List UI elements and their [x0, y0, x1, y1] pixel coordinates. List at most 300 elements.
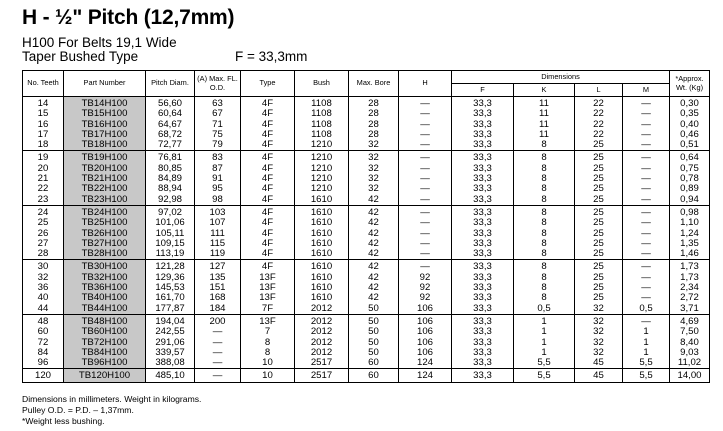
table-cell: 25 [575, 260, 623, 273]
table-cell: 8 [514, 249, 575, 260]
table-cell: 33,3 [452, 205, 514, 218]
table-cell: 42 [349, 195, 399, 206]
table-cell: 25 [575, 229, 623, 239]
table-cell: 28 [349, 109, 399, 119]
part-number-cell: TB48H100 [64, 314, 146, 327]
table-cell: 145,53 [146, 283, 195, 293]
table-cell: 2012 [295, 304, 349, 315]
table-cell: 105,11 [146, 229, 195, 239]
table-cell: 200 [195, 314, 241, 327]
table-cell: — [623, 314, 670, 327]
table-cell: 80,85 [146, 164, 195, 174]
table-cell: 23 [23, 195, 64, 206]
table-cell: — [623, 293, 670, 303]
table-body [23, 97, 710, 383]
table-cell: 33,3 [452, 97, 514, 110]
part-number-cell: TB32H100 [64, 273, 146, 283]
header-f: F [452, 84, 514, 97]
table-cell: — [623, 249, 670, 260]
table-cell: 32 [575, 314, 623, 327]
table-cell: — [399, 195, 452, 206]
table-cell: 1,46 [670, 249, 710, 260]
table-cell: 8 [241, 338, 295, 348]
table-row [23, 358, 710, 369]
table-cell: 40 [23, 293, 64, 303]
table-cell: 32 [349, 151, 399, 164]
table-cell: 92 [399, 283, 452, 293]
table-cell: 2012 [295, 314, 349, 327]
table-cell: 33,3 [452, 293, 514, 303]
header-teeth: No. Teeth [23, 71, 64, 97]
table-cell: 4F [241, 164, 295, 174]
table-cell: 42 [349, 260, 399, 273]
table-cell: 8 [514, 151, 575, 164]
table-row [23, 260, 710, 273]
table-cell: 60,64 [146, 109, 195, 119]
table-cell: 388,08 [146, 358, 195, 369]
table-cell: 33,3 [452, 358, 514, 369]
table-cell: 25 [575, 151, 623, 164]
table-cell: 1,35 [670, 239, 710, 249]
table-cell: — [195, 358, 241, 369]
table-cell: 26 [23, 229, 64, 239]
table-cell: 60 [349, 358, 399, 369]
table-cell: 8,40 [670, 338, 710, 348]
part-number-cell: TB27H100 [64, 239, 146, 249]
table-cell: 1610 [295, 260, 349, 273]
table-cell: 83 [195, 151, 241, 164]
table-cell: 33,3 [452, 260, 514, 273]
table-cell: 33,3 [452, 273, 514, 283]
table-cell: 33,3 [452, 218, 514, 228]
table-cell: 1610 [295, 273, 349, 283]
table-cell: 60 [23, 327, 64, 337]
part-number-cell: TB30H100 [64, 260, 146, 273]
table-cell: — [399, 249, 452, 260]
footnote-pulley-od: Pulley O.D. = P.D. – 1,37mm. [22, 405, 134, 415]
table-cell: — [399, 174, 452, 184]
table-cell: 44 [23, 304, 64, 315]
table-cell: — [399, 229, 452, 239]
table-cell: — [399, 97, 452, 110]
table-cell: 2517 [295, 358, 349, 369]
table-cell: 13F [241, 293, 295, 303]
part-number-cell: TB84H100 [64, 348, 146, 358]
table-cell: 1,24 [670, 229, 710, 239]
table-cell: 1210 [295, 140, 349, 151]
table-row [23, 327, 710, 337]
table-cell: 4F [241, 195, 295, 206]
table-cell: 60 [349, 369, 399, 382]
table-cell: — [195, 327, 241, 337]
table-cell: 129,36 [146, 273, 195, 283]
table-cell: 98 [195, 195, 241, 206]
header-pitch-diam: Pitch Diam. [146, 71, 195, 97]
table-cell: — [399, 109, 452, 119]
table-cell: 1108 [295, 97, 349, 110]
table-cell: 28 [349, 130, 399, 140]
table-cell: 88,94 [146, 184, 195, 194]
table-cell: 5,5 [623, 358, 670, 369]
table-cell: — [623, 229, 670, 239]
part-number-cell: TB17H100 [64, 130, 146, 140]
table-row [23, 205, 710, 218]
table-cell: 1610 [295, 218, 349, 228]
table-cell: 42 [349, 229, 399, 239]
table-cell: — [399, 218, 452, 228]
table-cell: 45 [575, 369, 623, 382]
table-cell: 8 [514, 184, 575, 194]
table-cell: 135 [195, 273, 241, 283]
part-number-cell: TB20H100 [64, 164, 146, 174]
table-cell: 1210 [295, 174, 349, 184]
table-cell: 4F [241, 218, 295, 228]
table-cell: 1210 [295, 164, 349, 174]
table-cell: 42 [349, 283, 399, 293]
table-cell: 25 [23, 218, 64, 228]
table-cell: 17 [23, 130, 64, 140]
table-cell: 50 [349, 314, 399, 327]
table-cell: 21 [23, 174, 64, 184]
table-cell: 1610 [295, 195, 349, 206]
table-cell: 10 [241, 358, 295, 369]
table-cell: 161,70 [146, 293, 195, 303]
part-number-cell: TB15H100 [64, 109, 146, 119]
table-cell: 0,35 [670, 109, 710, 119]
table-cell: 485,10 [146, 369, 195, 382]
part-number-cell: TB22H100 [64, 184, 146, 194]
table-cell: 8 [514, 229, 575, 239]
table-cell: 1108 [295, 120, 349, 130]
table-row [23, 164, 710, 174]
part-number-cell: TB36H100 [64, 283, 146, 293]
table-row [23, 130, 710, 140]
table-cell: 22 [575, 109, 623, 119]
table-cell: 120 [23, 369, 64, 382]
table-cell: 96 [23, 358, 64, 369]
table-cell: 84 [23, 348, 64, 358]
header-part-number: Part Number [64, 71, 146, 97]
table-cell: 32 [575, 327, 623, 337]
table-cell: 106 [399, 348, 452, 358]
table-cell: 18 [23, 140, 64, 151]
table-cell: 11,02 [670, 358, 710, 369]
table-cell: 32 [575, 348, 623, 358]
table-row [23, 314, 710, 327]
table-cell: 33,3 [452, 229, 514, 239]
table-cell: 0,51 [670, 140, 710, 151]
table-cell: — [399, 120, 452, 130]
table-cell: — [623, 140, 670, 151]
table-cell: 1610 [295, 249, 349, 260]
table-cell: 13F [241, 273, 295, 283]
table-cell: 2012 [295, 338, 349, 348]
table-cell: 107 [195, 218, 241, 228]
table-cell: 121,28 [146, 260, 195, 273]
part-number-cell: TB40H100 [64, 293, 146, 303]
table-row [23, 369, 710, 382]
table-row [23, 120, 710, 130]
table-cell: 25 [575, 195, 623, 206]
table-cell: 84,89 [146, 174, 195, 184]
table-cell: — [623, 205, 670, 218]
table-cell: 291,06 [146, 338, 195, 348]
table-cell: 4,69 [670, 314, 710, 327]
table-cell: 56,60 [146, 97, 195, 110]
table-cell: 14 [23, 97, 64, 110]
table-row [23, 140, 710, 151]
table-cell: 92,98 [146, 195, 195, 206]
table-cell: — [623, 260, 670, 273]
table-cell: 33,3 [452, 314, 514, 327]
table-cell: 7F [241, 304, 295, 315]
table-row [23, 184, 710, 194]
table-cell: 0,78 [670, 174, 710, 184]
header-type: Type [241, 71, 295, 97]
table-row [23, 293, 710, 303]
table-cell: — [623, 218, 670, 228]
table-cell: 8 [514, 174, 575, 184]
table-cell: 72,77 [146, 140, 195, 151]
table-cell: 33,3 [452, 283, 514, 293]
table-row [23, 174, 710, 184]
table-cell: 1610 [295, 239, 349, 249]
table-cell: 28 [23, 249, 64, 260]
table-cell: 33,3 [452, 164, 514, 174]
table-cell: 50 [349, 304, 399, 315]
part-number-cell: TB24H100 [64, 205, 146, 218]
table-cell: — [399, 239, 452, 249]
table-cell: 50 [349, 348, 399, 358]
table-cell: 32 [349, 174, 399, 184]
table-cell: 20 [23, 164, 64, 174]
table-cell: 33,3 [452, 338, 514, 348]
part-number-cell: TB19H100 [64, 151, 146, 164]
table-cell: 10 [241, 369, 295, 382]
table-cell: 25 [575, 184, 623, 194]
table-cell: 0,75 [670, 164, 710, 174]
table-cell: — [623, 151, 670, 164]
table-cell: 33,3 [452, 184, 514, 194]
table-cell: 124 [399, 369, 452, 382]
table-cell: 4F [241, 184, 295, 194]
table-cell: 22 [23, 184, 64, 194]
table-cell: 76,81 [146, 151, 195, 164]
header-h: H [399, 71, 452, 97]
table-cell: 42 [349, 273, 399, 283]
table-cell: 184 [195, 304, 241, 315]
table-cell: 1 [514, 314, 575, 327]
table-cell: 0,5 [514, 304, 575, 315]
table-cell: 36 [23, 283, 64, 293]
table-cell: 4F [241, 130, 295, 140]
table-cell: — [399, 151, 452, 164]
table-cell: 7,50 [670, 327, 710, 337]
table-cell: 5,5 [623, 369, 670, 382]
table-cell: 1610 [295, 293, 349, 303]
table-cell: 7 [241, 327, 295, 337]
footnote-units: Dimensions in millimeters. Weight in kilograms. [22, 394, 202, 404]
table-cell: 106 [399, 304, 452, 315]
table-cell: 25 [575, 205, 623, 218]
table-cell: 25 [575, 293, 623, 303]
part-number-cell: TB14H100 [64, 97, 146, 110]
table-cell: 33,3 [452, 327, 514, 337]
table-cell: 28 [349, 120, 399, 130]
table-cell: 25 [575, 218, 623, 228]
f-value: F = 33,3mm [235, 49, 308, 64]
table-cell: 33,3 [452, 109, 514, 119]
table-cell: 92 [399, 273, 452, 283]
table-cell: 42 [349, 218, 399, 228]
table-cell: 25 [575, 239, 623, 249]
table-cell: 4F [241, 174, 295, 184]
table-cell: 33,3 [452, 151, 514, 164]
table-cell: — [399, 260, 452, 273]
table-cell: 8 [514, 273, 575, 283]
table-cell: 3,71 [670, 304, 710, 315]
table-row [23, 283, 710, 293]
table-cell: 0,98 [670, 205, 710, 218]
table-cell: 1610 [295, 283, 349, 293]
table-cell: 42 [349, 205, 399, 218]
part-number-cell: TB21H100 [64, 174, 146, 184]
part-number-cell: TB44H100 [64, 304, 146, 315]
table-cell: 32 [349, 140, 399, 151]
part-number-cell: TB120H100 [64, 369, 146, 382]
header-max-fl-od: (A) Max. FL. O.D. [195, 71, 241, 97]
table-cell: 151 [195, 283, 241, 293]
table-cell: 33,3 [452, 348, 514, 358]
table-cell: 63 [195, 97, 241, 110]
table-cell: 1210 [295, 184, 349, 194]
table-row [23, 249, 710, 260]
table-cell: 24 [23, 205, 64, 218]
table-cell: 97,02 [146, 205, 195, 218]
table-cell: 194,04 [146, 314, 195, 327]
table-cell: 106 [399, 338, 452, 348]
table-cell: — [195, 369, 241, 382]
table-cell: 4F [241, 249, 295, 260]
table-cell: 32 [575, 338, 623, 348]
table-cell: 4F [241, 109, 295, 119]
table-cell: 11 [514, 97, 575, 110]
table-cell: 8 [514, 283, 575, 293]
table-cell: 9,03 [670, 348, 710, 358]
table-cell: 1108 [295, 130, 349, 140]
table-cell: 95 [195, 184, 241, 194]
table-cell: 68,72 [146, 130, 195, 140]
table-cell: 1610 [295, 205, 349, 218]
table-cell: 113,19 [146, 249, 195, 260]
table-cell: 45 [575, 358, 623, 369]
table-cell: 1 [623, 338, 670, 348]
table-cell: 11 [514, 130, 575, 140]
footnotes [22, 394, 201, 427]
page-title: H - ½" Pitch (12,7mm) [22, 6, 235, 29]
table-cell: 33,3 [452, 174, 514, 184]
table-cell: 8 [514, 260, 575, 273]
table-cell: 4F [241, 97, 295, 110]
table-cell: 11 [514, 109, 575, 119]
table-cell: 28 [349, 97, 399, 110]
table-cell: 33,3 [452, 195, 514, 206]
table-row [23, 239, 710, 249]
table-cell: — [623, 273, 670, 283]
table-cell: — [623, 184, 670, 194]
table-cell: 75 [195, 130, 241, 140]
table-cell: 8 [514, 218, 575, 228]
table-cell: 50 [349, 327, 399, 337]
table-cell: 242,55 [146, 327, 195, 337]
table-cell: 2012 [295, 327, 349, 337]
table-cell: 4F [241, 140, 295, 151]
table-cell: — [195, 338, 241, 348]
table-cell: 106 [399, 327, 452, 337]
table-cell: 1610 [295, 229, 349, 239]
table-cell: 127 [195, 260, 241, 273]
table-cell: 4F [241, 239, 295, 249]
table-cell: 168 [195, 293, 241, 303]
table-cell: 2012 [295, 348, 349, 358]
part-number-cell: TB96H100 [64, 358, 146, 369]
table-cell: 1,10 [670, 218, 710, 228]
table-cell: 1 [514, 338, 575, 348]
table-row [23, 97, 710, 110]
table-cell: 101,06 [146, 218, 195, 228]
table-cell: 92 [399, 293, 452, 303]
table-row [23, 338, 710, 348]
table-cell: 87 [195, 164, 241, 174]
table-row [23, 109, 710, 119]
table-cell: 25 [575, 283, 623, 293]
table-cell: 42 [349, 249, 399, 260]
table-cell: 71 [195, 120, 241, 130]
table-cell: 109,15 [146, 239, 195, 249]
table-cell: 8 [514, 239, 575, 249]
table-cell: 25 [575, 249, 623, 260]
table-cell: 339,57 [146, 348, 195, 358]
table-cell: — [623, 195, 670, 206]
table-cell: 27 [23, 239, 64, 249]
table-row [23, 304, 710, 315]
table-cell: 1108 [295, 109, 349, 119]
table-cell: 2,34 [670, 283, 710, 293]
type-subtitle: Taper Bushed Type [22, 49, 139, 64]
part-number-cell: TB23H100 [64, 195, 146, 206]
table-cell: — [623, 283, 670, 293]
table-cell: 119 [195, 249, 241, 260]
table-cell: 33,3 [452, 369, 514, 382]
footnote-weight: *Weight less bushing. [22, 416, 105, 426]
table-cell: 33,3 [452, 140, 514, 151]
table-cell: 22 [575, 120, 623, 130]
table-cell: — [399, 130, 452, 140]
table-cell: — [399, 205, 452, 218]
table-cell: 8 [514, 205, 575, 218]
table-cell: 4F [241, 205, 295, 218]
table-cell: 0,89 [670, 184, 710, 194]
table-row [23, 229, 710, 239]
part-number-cell: TB16H100 [64, 120, 146, 130]
table-cell: — [623, 130, 670, 140]
table-cell: 4F [241, 260, 295, 273]
table-cell: 33,3 [452, 120, 514, 130]
table-row [23, 218, 710, 228]
header-dimensions: Dimensions [452, 71, 670, 84]
table-cell: 32 [575, 304, 623, 315]
table-cell: 33,3 [452, 130, 514, 140]
